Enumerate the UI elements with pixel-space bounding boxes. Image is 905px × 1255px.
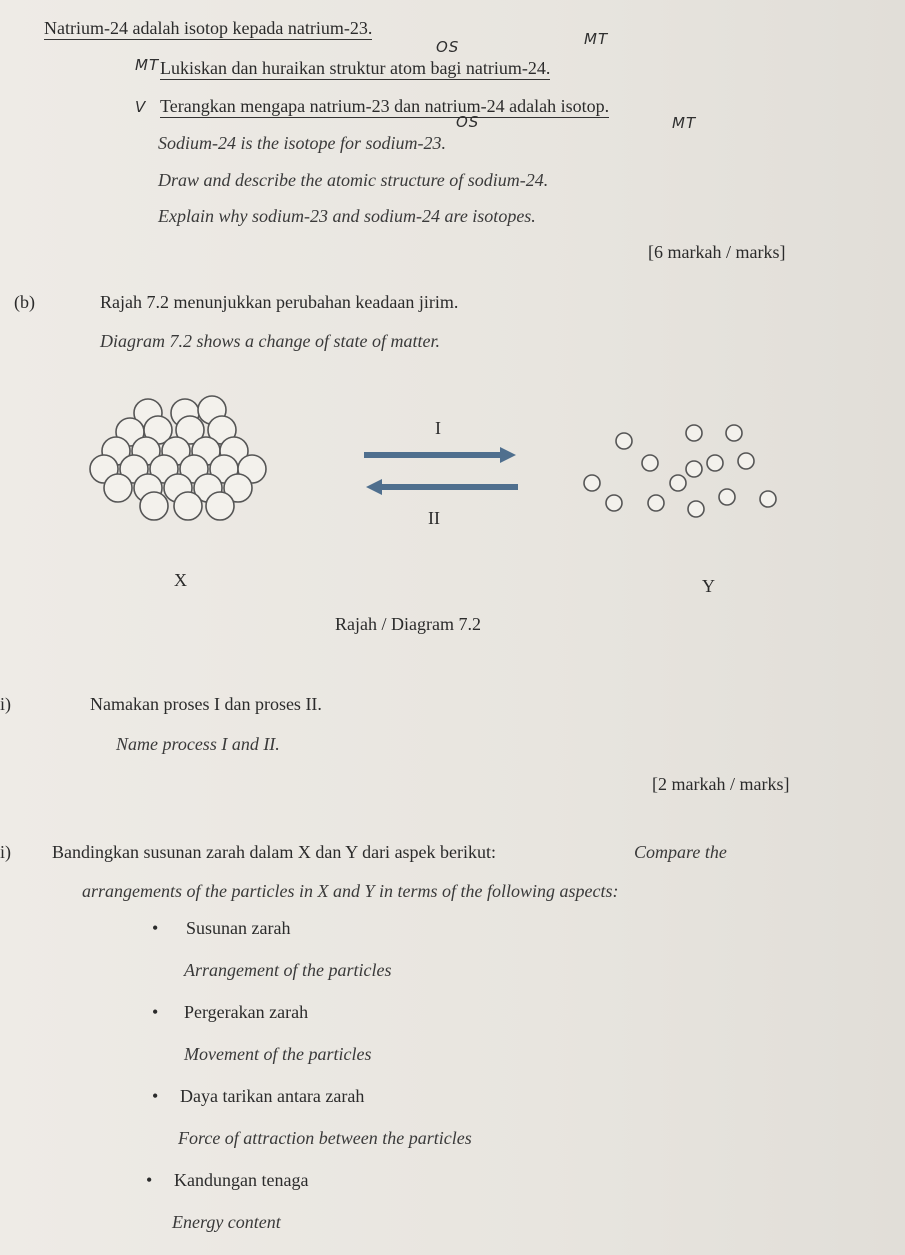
particle-x	[206, 492, 234, 520]
question-line-1-ms: Natrium-24 adalah isotop kepada natrium-23.	[44, 18, 373, 38]
q1-text-ms: Namakan proses I dan proses II.	[90, 694, 322, 714]
q1-label: i)	[0, 694, 11, 714]
arrow-backward-shape	[366, 479, 518, 495]
bullet: •	[152, 1086, 159, 1106]
particle-y	[707, 455, 723, 471]
aspect-3-ms: Daya tarikan antara zarah	[180, 1086, 365, 1106]
particle-y	[642, 455, 658, 471]
question-line-2-en: Draw and describe the atomic structure of sodium-24.	[158, 170, 549, 190]
aspect-3-en: Force of attraction between the particles	[178, 1128, 472, 1148]
aspect-2-en: Movement of the particles	[184, 1044, 372, 1064]
particle-y	[616, 433, 632, 449]
aspect-1-en: Arrangement of the particles	[184, 960, 392, 980]
question-line-3-ms: Terangkan mengapa natrium-23 dan natrium-24 adalah isotop.	[160, 96, 610, 116]
arrow-forward-shape	[364, 447, 516, 463]
particle-y	[688, 501, 704, 517]
marks-label-b1: [2 markah / marks]	[652, 774, 790, 794]
particle-y	[738, 453, 754, 469]
particle-y	[726, 425, 742, 441]
handwritten-note: OS	[436, 38, 460, 56]
part-b-label: (b)	[14, 292, 35, 312]
bullet: •	[146, 1170, 153, 1190]
bullet: •	[152, 1002, 159, 1022]
handwritten-note: OS	[456, 113, 480, 131]
question-line-1-en: Sodium-24 is the isotope for sodium-23.	[158, 133, 446, 153]
particle-y	[670, 475, 686, 491]
bullet: •	[152, 918, 159, 938]
handwritten-note: MT	[584, 30, 609, 48]
part-b-intro-en: Diagram 7.2 shows a change of state of matter.	[100, 331, 440, 351]
diagram-caption: Rajah / Diagram 7.2	[335, 614, 481, 634]
question-line-2-ms: Lukiskan dan huraikan struktur atom bagi natrium-24.	[160, 58, 551, 78]
handwritten-note: V	[135, 98, 147, 116]
state-label-x: X	[174, 570, 187, 590]
particle-x	[140, 492, 168, 520]
particle-y	[719, 489, 735, 505]
part-b-intro-ms: Rajah 7.2 menunjukkan perubahan keadaan jirim.	[100, 292, 459, 312]
q1-text-en: Name process I and II.	[116, 734, 280, 754]
process-label-i: I	[435, 418, 441, 438]
particle-y	[760, 491, 776, 507]
particle-y	[606, 495, 622, 511]
q2-text-ms: Bandingkan susunan zarah dalam X dan Y dari aspek berikut:	[52, 842, 497, 862]
q2-text-en-b: arrangements of the particles in X and Y in terms of the following aspects:	[82, 881, 619, 901]
particle-x	[174, 492, 202, 520]
marks-label-a: [6 markah / marks]	[648, 242, 786, 262]
process-label-ii: II	[428, 508, 440, 528]
question-line-3-en: Explain why sodium-23 and sodium-24 are isotopes.	[158, 206, 536, 226]
aspect-2-ms: Pergerakan zarah	[184, 1002, 309, 1022]
aspect-4-ms: Kandungan tenaga	[174, 1170, 309, 1190]
aspect-1-ms: Susunan zarah	[186, 918, 291, 938]
particle-y	[686, 425, 702, 441]
aspect-4-en: Energy content	[172, 1212, 281, 1232]
state-label-y: Y	[702, 576, 715, 596]
q2-label: i)	[0, 842, 11, 862]
particle-y	[686, 461, 702, 477]
handwritten-note: MT	[672, 114, 697, 132]
particle-y	[648, 495, 664, 511]
particle-y	[584, 475, 600, 491]
q2-text-en-a: Compare the	[634, 842, 727, 862]
particle-x	[104, 474, 132, 502]
arrow-forward	[360, 446, 520, 464]
handwritten-note: MT	[135, 56, 160, 74]
arrow-backward	[362, 478, 522, 496]
